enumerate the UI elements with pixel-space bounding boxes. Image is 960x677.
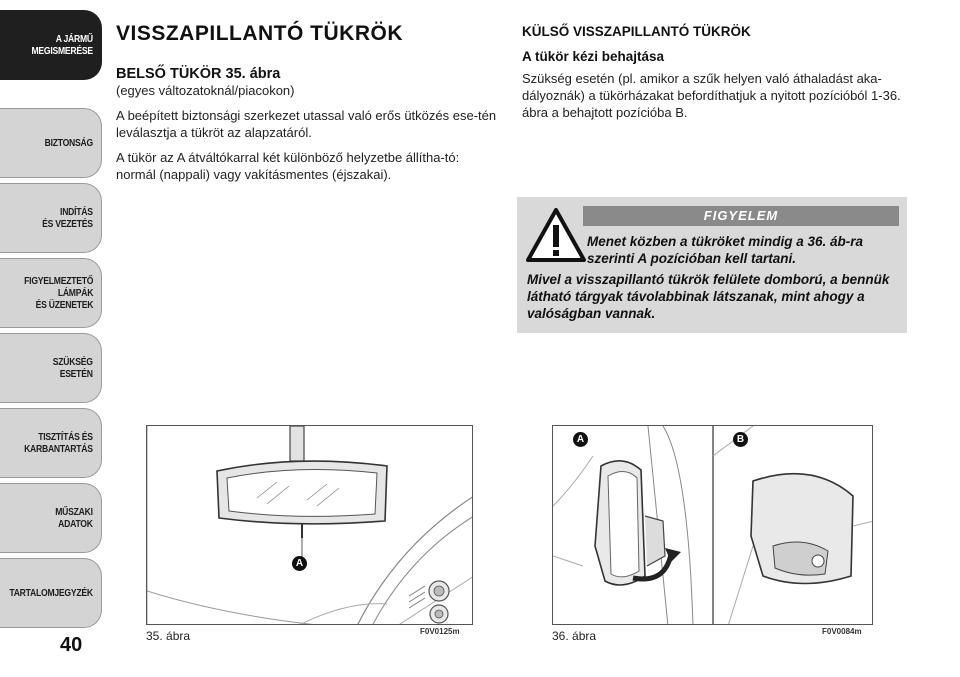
callout-a: A (573, 432, 588, 447)
figure-code: F0V0084m (822, 627, 862, 636)
callout-a: A (292, 556, 307, 571)
paragraph: A tükör az A átváltókarral két különböző helyzetbe állítha-tó: normál (nappali) vagy vakításmentes (éjszakai). (116, 150, 460, 182)
warning-box (517, 197, 907, 333)
tab-warning-lights[interactable]: FIGYELMEZTETŐ LÁMPÁK ÉS ÜZENETEK (0, 258, 102, 328)
paragraph: Szükség esetén (pl. amikor a szűk helyen való áthaladást aka-dályoznák) a tükörházakat befordíthatjuk a nyitott pozícióból 1-36. ábra a behajtott pozícióba B. (522, 71, 901, 120)
callout-b: B (733, 432, 748, 447)
warning-header: FIGYELEM (583, 206, 899, 226)
warning-text: Menet közben a tükröket mindig a 36. áb-ra szerinti A pozícióban kell tartani. (587, 234, 864, 266)
tab-safety[interactable]: BIZTONSÁG (0, 108, 102, 178)
figure-code: F0V0125m (420, 627, 460, 636)
tab-starting-driving[interactable]: INDÍTÁS ÉS VEZETÉS (0, 183, 102, 253)
interior-mirror-illustration (147, 426, 473, 625)
page-number: 40 (60, 634, 83, 656)
figure-caption: 35. ábra (146, 629, 191, 643)
subsection-title: A tükör kézi behajtása (522, 49, 665, 64)
warning-triangle-icon (525, 207, 587, 263)
tab-emergency[interactable]: SZÜKSÉG ESETÉN (0, 333, 102, 403)
right-column (522, 24, 908, 121)
tab-maintenance[interactable]: TISZTÍTÁS ÉS KARBANTARTÁS (0, 408, 102, 478)
paragraph: A beépített biztonsági szerkezet utassal való erős ütközés ese-tén leválasztja a tükröt az alapzatáról. (116, 108, 497, 140)
left-column (116, 22, 500, 183)
exterior-mirror-illustration (553, 426, 873, 625)
figure-caption: 36. ábra (552, 629, 597, 643)
warning-text: Mivel a visszapillantó tükrök felülete domború, a bennük látható tárgyak távolabbinak látszanak, mint ahogy a valóságban vannak. (527, 272, 890, 321)
subsection-title: BELSŐ TÜKÖR 35. ábra (116, 66, 281, 82)
tab-technical-data[interactable]: MŰSZAKI ADATOK (0, 483, 102, 553)
tab-vehicle-knowledge[interactable]: A JÁRMŰ MEGISMERÉSE (0, 10, 102, 80)
section-title: KÜLSŐ VISSZAPILLANTÓ TÜKRÖK (522, 24, 751, 39)
figure-interior-mirror (146, 425, 473, 625)
section-title: VISSZAPILLANTÓ TÜKRÖK (116, 22, 403, 45)
figure-exterior-mirror (552, 425, 873, 625)
tab-index[interactable]: TARTALOMJEGYZÉK (0, 558, 102, 628)
subsection-note: (egyes változatoknál/piacokon) (116, 83, 295, 98)
